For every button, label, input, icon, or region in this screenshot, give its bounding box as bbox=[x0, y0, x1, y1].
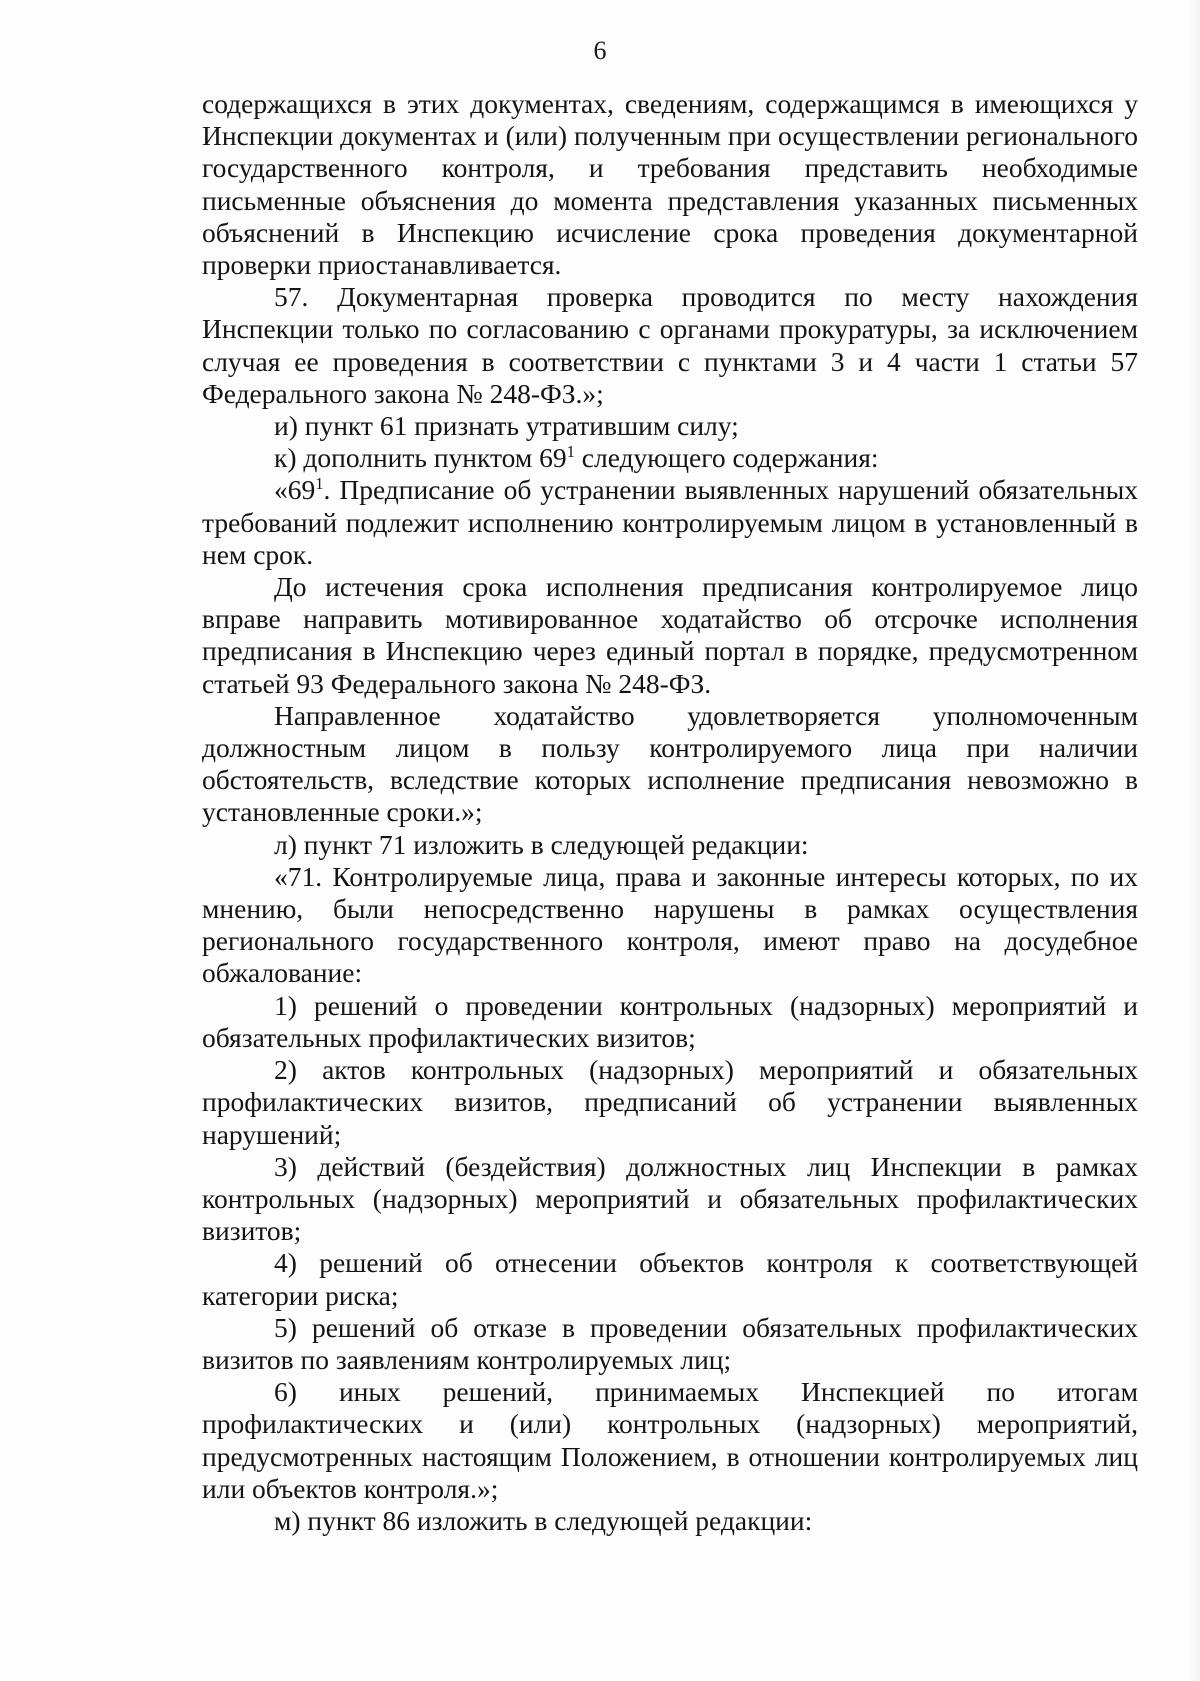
page-number: 6 bbox=[593, 36, 607, 65]
paragraph bbox=[202, 474, 1138, 571]
list-item: 3) действий (бездействия) должностных лиц Инспекции в рамках контрольных (надзорных) мероприятий и обязательных профилактических визитов; bbox=[202, 1150, 1138, 1247]
scan-edge-shadow bbox=[1188, 0, 1200, 1681]
paragraph-text: . Предписание об устранении выявленных нарушений обязательных требований подлежит исполнению контролируемым лицом в установленный в нем срок. bbox=[202, 474, 1138, 570]
superscript: 1 bbox=[315, 474, 324, 494]
list-item: 4) решений об отнесении объектов контроля к соответствующей категории риска; bbox=[202, 1247, 1138, 1311]
paragraph: «71. Контролируемые лица, права и законные интересы которых, по их мнению, были непосредственно нарушены в рамках осуществления регионального государственного контроля, имеют право на досудебное обжалование: bbox=[202, 860, 1138, 989]
superscript: 1 bbox=[566, 442, 575, 462]
paragraph bbox=[202, 442, 1138, 474]
list-item: 5) решений об отказе в проведении обязательных профилактических визитов по заявлениям контролируемых лиц; bbox=[202, 1311, 1138, 1375]
paragraph: и) пункт 61 признать утратившим силу; bbox=[274, 410, 739, 442]
list-item: 1) решений о проведении контрольных (надзорных) мероприятий и обязательных профилактических визитов; bbox=[202, 989, 1138, 1053]
paragraph: содержащихся в этих документах, сведениям, содержащимся в имеющихся у Инспекции документах и (или) полученным при осуществлении регионального государственного контроля, и требования представить необходимые письменные объяснения до момента представления указанных письменных объяснений в Инспекцию исчисление срока проведения документарной проверки приостанавливается. bbox=[202, 88, 1138, 281]
paragraph-text: следующего содержания: bbox=[574, 442, 879, 474]
paragraph: 57. Документарная проверка проводится по месту нахождения Инспекции только по согласованию с органами прокуратуры, за исключением случая ее проведения в соответствии с пунктами 3 и 4 части 1 статьи 57 Федерального закона № 248-ФЗ.»; bbox=[202, 281, 1138, 409]
list-item: 2) актов контрольных (надзорных) мероприятий и обязательных профилактических визитов, предписаний об устранении выявленных нарушений; bbox=[202, 1054, 1138, 1150]
paragraph: л) пункт 71 изложить в следующей редакции: bbox=[274, 828, 809, 860]
paragraph: Направленное ходатайство удовлетворяется уполномоченным должностным лицом в пользу контролируемого лица при наличии обстоятельств, вследствие которых исполнение предписания невозможно в установленные сроки.»; bbox=[202, 699, 1138, 828]
paragraph-text: «69 bbox=[274, 474, 316, 506]
paragraph: До истечения срока исполнения предписания контролируемое лицо вправе направить мотивированное ходатайство об отсрочке исполнения предписания в Инспекцию через единый портал в порядке, предусмотренном статьей 93 Федерального закона № 248-ФЗ. bbox=[202, 571, 1138, 699]
paragraph: м) пункт 86 изложить в следующей редакции: bbox=[274, 1504, 813, 1536]
document-body bbox=[202, 88, 1138, 1537]
list-item: 6) иных решений, принимаемых Инспекцией по итогам профилактических и (или) контрольных (надзорных) мероприятий, предусмотренных настоящим Положением, в отношении контролируемых лиц или объектов контроля.»; bbox=[202, 1376, 1138, 1504]
paragraph-text: к) дополнить пунктом 69 bbox=[274, 442, 567, 474]
